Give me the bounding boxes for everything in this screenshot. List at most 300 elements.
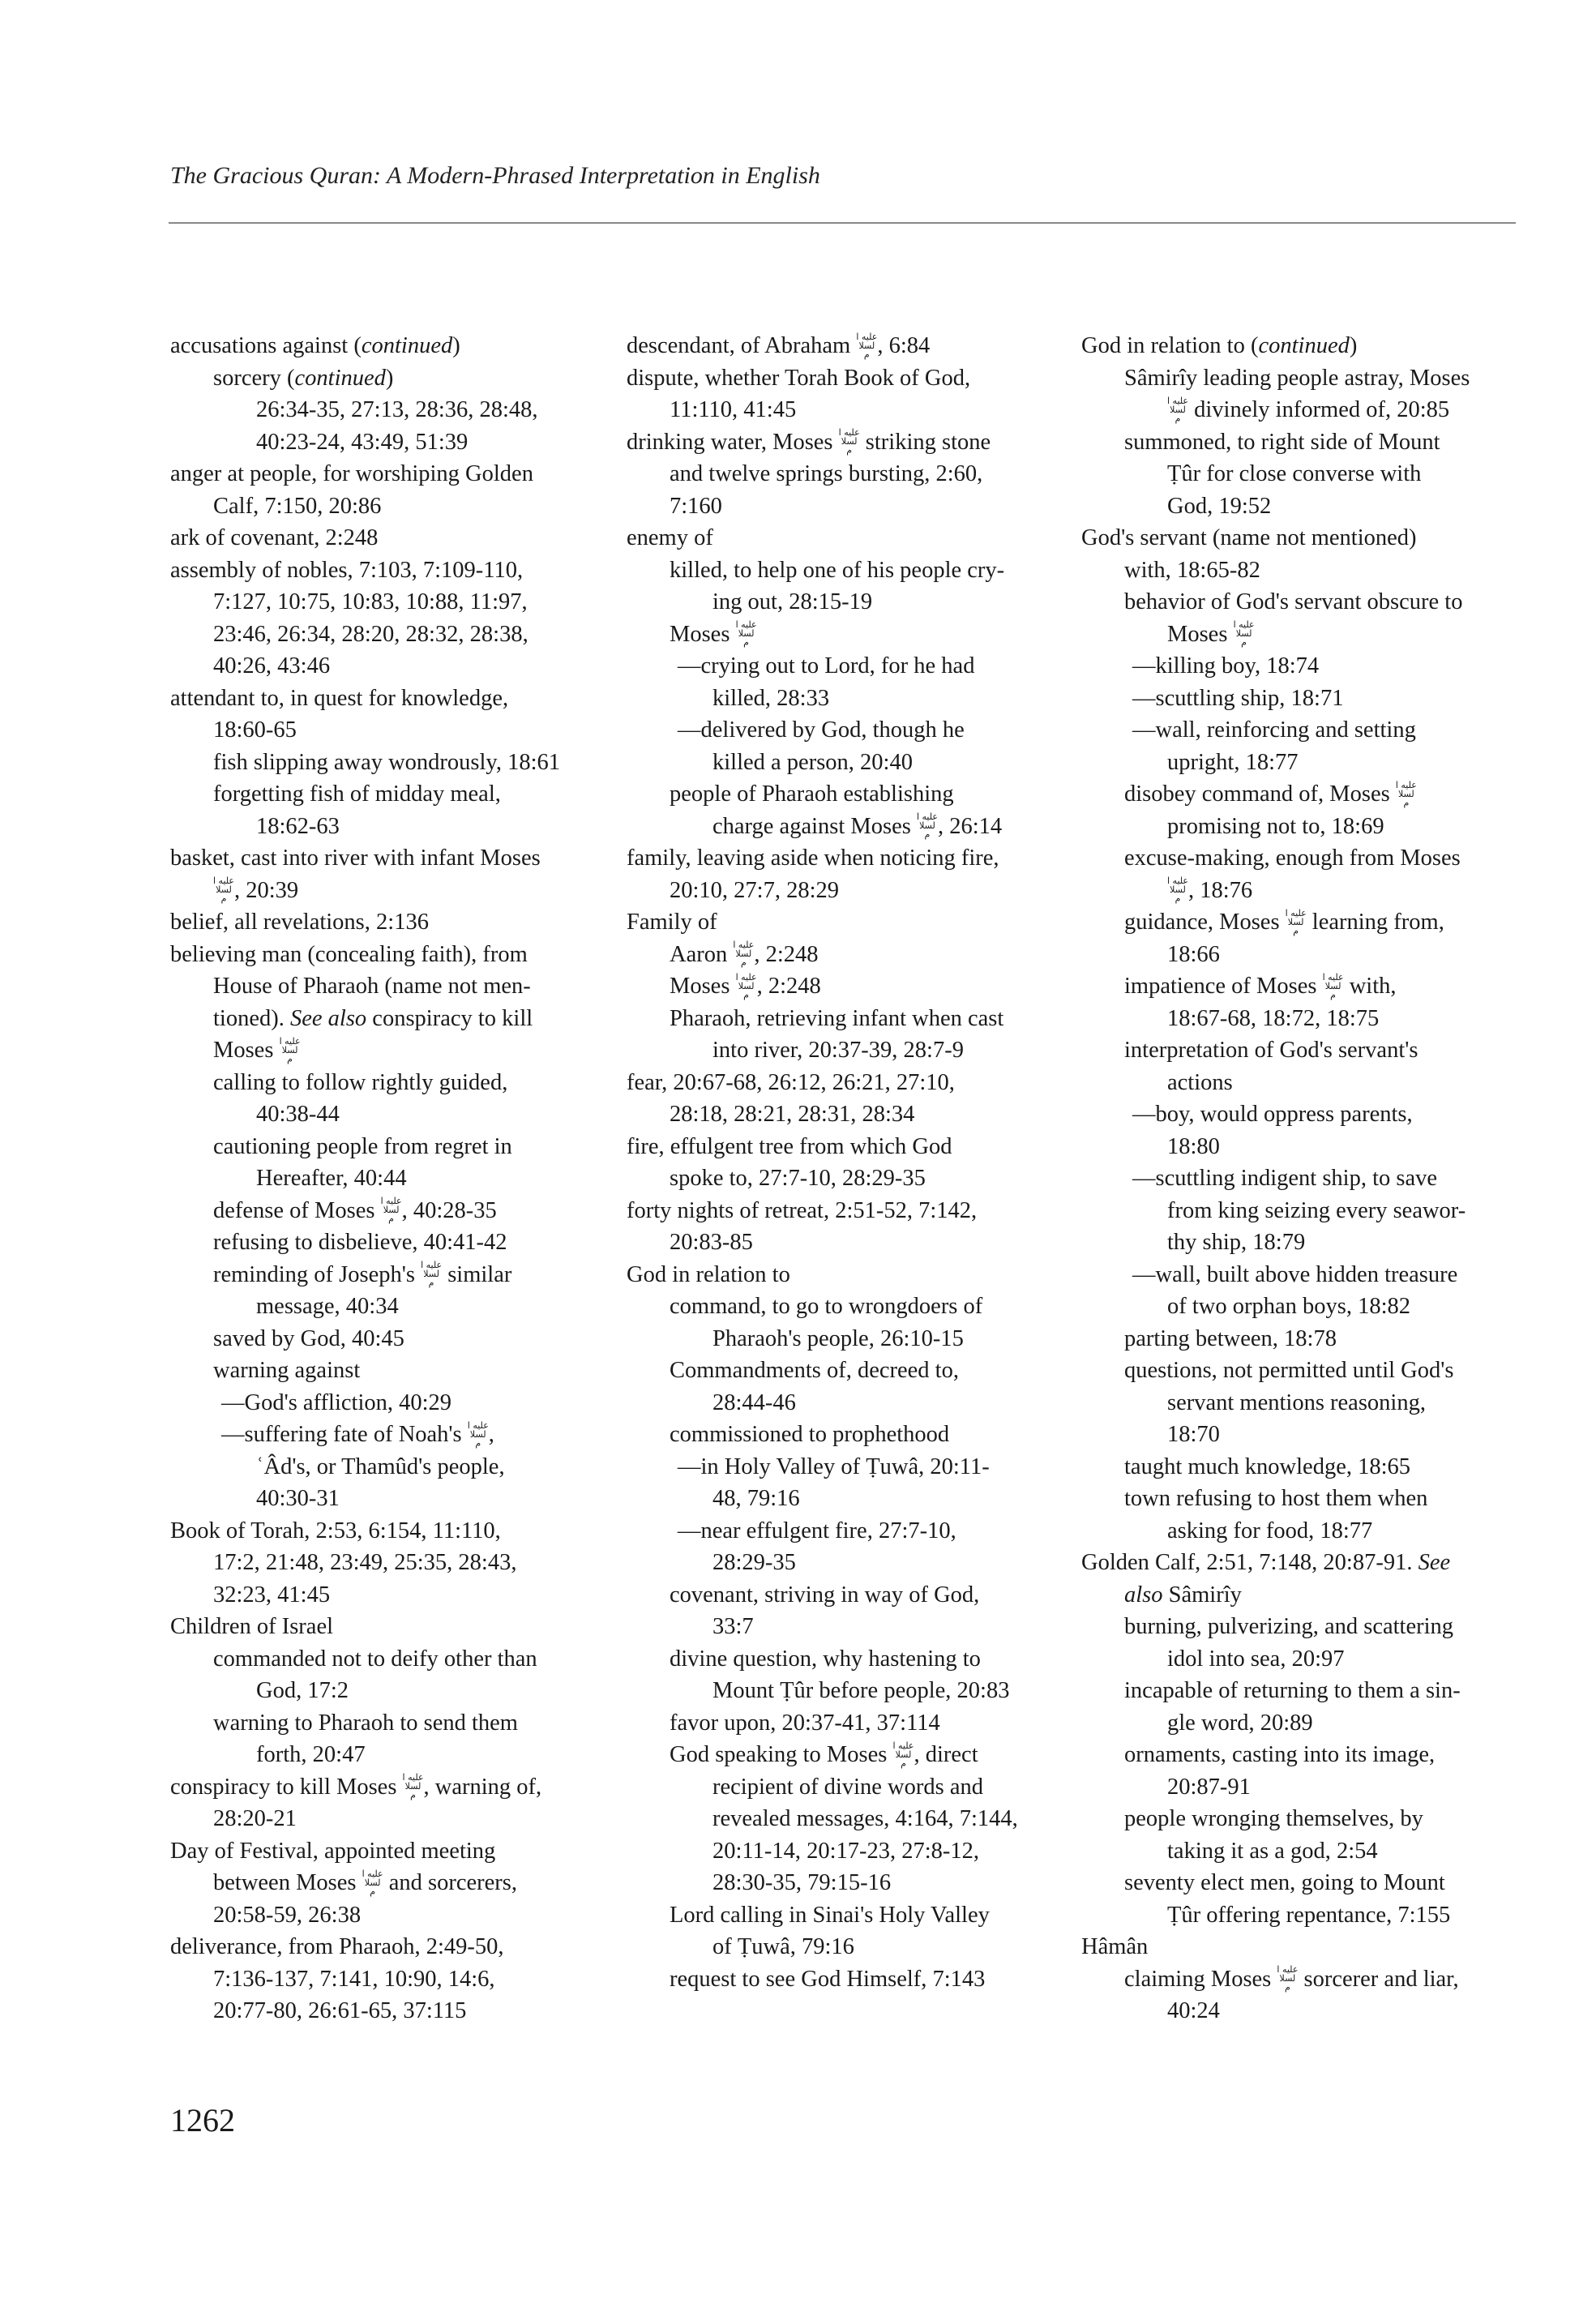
peace-be-upon-him-honorific-icon: عليه السلام: [916, 811, 938, 841]
entry-text: , 6:84: [877, 333, 931, 358]
entry-text: fire, effulgent tree from which God: [627, 1133, 952, 1159]
index-entry: [170, 554, 657, 587]
peace-be-upon-him-honorific-icon: عليه السلام: [380, 1196, 402, 1225]
index-subentry: [1081, 426, 1568, 459]
entry-text: tioned).: [213, 1005, 290, 1031]
index-entry: [627, 1195, 1113, 1227]
entry-text: 18:60-65: [213, 717, 297, 743]
index-entry: [627, 906, 1113, 939]
entry-text: upright, 18:77: [1167, 749, 1299, 775]
index-subentry: [1081, 1611, 1568, 1643]
index-entry: [627, 522, 1113, 554]
entry-text: Aaron: [670, 941, 734, 967]
index-subentry: [170, 1963, 657, 1996]
entry-text: attendant to, in quest for knowledge,: [170, 685, 509, 711]
entry-text: 32:23, 41:45: [213, 1582, 331, 1608]
index-subentry: [1081, 1003, 1568, 1035]
entry-text: 40:24: [1167, 1998, 1220, 2023]
entry-text: command, to go to wrongdoers of: [670, 1294, 983, 1319]
entry-text: of Ṭuwâ, 79:16: [712, 1934, 854, 1959]
entry-text: with, 18:65-82: [1124, 557, 1260, 583]
entry-text: Pharaoh, retrieving infant when cast: [670, 1005, 1004, 1031]
index-column-left: [170, 330, 657, 2027]
index-subentry: [1081, 650, 1568, 683]
entry-text: divinely informed of, 20:85: [1188, 397, 1450, 422]
entry-text: descendant, of Abraham: [627, 333, 857, 358]
index-subentry: [1081, 1451, 1568, 1483]
entry-italic-text: also: [1124, 1582, 1163, 1608]
entry-italic-text: See: [1418, 1550, 1451, 1575]
index-subentry: [170, 1803, 657, 1835]
index-subentry: [170, 490, 657, 523]
entry-text: similar: [442, 1261, 512, 1287]
index-subentry: [627, 650, 1113, 683]
entry-text: Sâmirîy: [1162, 1582, 1242, 1608]
index-entry: [627, 1131, 1113, 1163]
entry-text: accusations against (: [170, 333, 362, 358]
entry-text: 28:29-35: [712, 1550, 796, 1575]
index-subentry: [170, 619, 657, 651]
index-subentry: [170, 1355, 657, 1387]
entry-text: Calf, 7:150, 20:86: [213, 493, 382, 519]
entry-text: guidance, Moses: [1124, 910, 1286, 935]
peace-be-upon-him-honorific-icon: عليه السلام: [735, 971, 757, 1000]
entry-text: God, 19:52: [1167, 493, 1272, 519]
entry-text: sorcerer and liar,: [1298, 1966, 1459, 1992]
index-subentry: [1081, 939, 1568, 971]
entry-text: 20:77-80, 26:61-65, 37:115: [213, 1998, 467, 2023]
index-subentry: [1081, 1899, 1568, 1932]
entry-text: fish slipping away wondrously, 18:61: [213, 749, 561, 775]
index-subentry: [170, 426, 657, 459]
index-subentry: [627, 1707, 1113, 1740]
entry-text: —in Holy Valley of Ṭuwâ, 20:11-: [678, 1453, 990, 1479]
entry-text: —suffering fate of Noah's: [221, 1422, 468, 1447]
index-subentry: [1081, 1995, 1568, 2027]
entry-text: Family of: [627, 910, 717, 935]
entry-text: gle word, 20:89: [1167, 1710, 1313, 1736]
index-subentry: [627, 1931, 1113, 1963]
index-entry: [170, 522, 657, 554]
entry-text: Moses: [1167, 621, 1234, 647]
index-subentry: [1081, 458, 1568, 490]
entry-text: , direct: [914, 1742, 978, 1767]
entry-text: town refusing to host them when: [1124, 1486, 1428, 1511]
running-head-title: The Gracious Quran: A Modern-Phrased Interpretation in English: [170, 162, 820, 189]
entry-text: 20:87-91: [1167, 1774, 1251, 1800]
entry-text: ornaments, casting into its image,: [1124, 1742, 1436, 1767]
entry-text: warning against: [213, 1358, 361, 1383]
index-subentry: [170, 1451, 657, 1483]
entry-text: God in relation to: [627, 1261, 790, 1287]
index-subentry: [1081, 1098, 1568, 1131]
index-subentry: [170, 586, 657, 619]
entry-text: forty nights of retreat, 2:51-52, 7:142,: [627, 1197, 978, 1223]
index-subentry: [627, 970, 1113, 1003]
index-subentry: [627, 1291, 1113, 1323]
index-entry: [627, 1067, 1113, 1099]
index-subentry: [1081, 683, 1568, 715]
entry-text: ing out, 28:15-19: [712, 589, 873, 614]
entry-text: , 40:28-35: [401, 1197, 497, 1223]
entry-text: between Moses: [213, 1870, 362, 1895]
index-subentry: [1081, 362, 1568, 395]
index-subentry: [627, 619, 1113, 651]
entry-text: anger at people, for worshiping Golden: [170, 461, 533, 486]
entry-text: Day of Festival, appointed meeting: [170, 1838, 496, 1864]
entry-text: divine question, why hastening to: [670, 1646, 981, 1672]
entry-text: —wall, built above hidden treasure: [1132, 1261, 1458, 1287]
index-entry: [1081, 522, 1568, 554]
entry-text: interpretation of God's servant's: [1124, 1038, 1418, 1063]
index-subentry: [627, 1451, 1113, 1483]
index-subentry: [1081, 1259, 1568, 1291]
entry-text: killed, 28:33: [712, 685, 830, 711]
peace-be-upon-him-honorific-icon: عليه السلام: [892, 1740, 914, 1769]
index-subentry: [1081, 554, 1568, 587]
entry-text: God's servant (name not mentioned): [1081, 525, 1417, 550]
index-subentry: [1081, 1963, 1568, 1996]
index-subentry: [1081, 1739, 1568, 1771]
entry-text: questions, not permitted until God's: [1124, 1358, 1454, 1383]
entry-text: favor upon, 20:37-41, 37:114: [670, 1710, 940, 1736]
entry-text: , warning of,: [423, 1774, 542, 1800]
entry-text: killed, to help one of his people cry-: [670, 557, 1005, 583]
entry-text: 18:80: [1167, 1133, 1220, 1159]
peace-be-upon-him-honorific-icon: عليه السلام: [402, 1772, 424, 1801]
entry-text: deliverance, from Pharaoh, 2:49-50,: [170, 1934, 504, 1959]
index-subentry: [627, 1098, 1113, 1131]
entry-text: 40:30-31: [256, 1486, 340, 1511]
index-entry: [170, 939, 657, 971]
index-subentry: [170, 1579, 657, 1612]
index-subentry: [1081, 490, 1568, 523]
entry-text: Ṭûr for close converse with: [1167, 461, 1422, 486]
index-subentry: [1081, 1707, 1568, 1740]
index-subentry: [170, 1707, 657, 1740]
entry-text: forth, 20:47: [256, 1742, 366, 1767]
index-subentry: [170, 1131, 657, 1163]
entry-text: 18:62-63: [256, 813, 340, 839]
index-subentry: [1081, 619, 1568, 651]
entry-text: 40:23-24, 43:49, 51:39: [256, 429, 469, 455]
entry-text: conspiracy to kill: [366, 1005, 533, 1031]
entry-text: ): [1349, 333, 1358, 358]
index-subentry: [1081, 906, 1568, 939]
index-subentry: [1081, 778, 1568, 811]
index-entry: [170, 330, 657, 362]
peace-be-upon-him-honorific-icon: عليه السلام: [1277, 1964, 1299, 1993]
index-subentry: [1081, 394, 1568, 426]
entry-text: Moses: [670, 974, 736, 999]
entry-text: revealed messages, 4:164, 7:144,: [712, 1806, 1018, 1831]
entry-text: belief, all revelations, 2:136: [170, 910, 429, 935]
entry-text: covenant, striving in way of God,: [670, 1582, 980, 1608]
entry-text: 11:110, 41:45: [670, 397, 797, 422]
entry-text: forgetting fish of midday meal,: [213, 781, 501, 807]
index-entry: [627, 362, 1113, 395]
index-entry: [627, 842, 1113, 875]
index-subentry: [170, 1227, 657, 1259]
entry-text: charge against Moses: [712, 813, 917, 839]
entry-text: God in relation to (: [1081, 333, 1259, 358]
index-subentry: [627, 778, 1113, 811]
peace-be-upon-him-honorific-icon: عليه السلام: [467, 1419, 489, 1449]
index-subentry: [1081, 1034, 1568, 1067]
entry-text: —wall, reinforcing and setting: [1132, 717, 1416, 743]
entry-text: believing man (concealing faith), from: [170, 941, 528, 967]
peace-be-upon-him-honorific-icon: عليه السلام: [421, 1260, 443, 1289]
index-subentry: [1081, 1675, 1568, 1707]
entry-text: taught much knowledge, 18:65: [1124, 1453, 1411, 1479]
entry-text: commissioned to prophethood: [670, 1422, 950, 1447]
entry-text: , 18:76: [1188, 877, 1253, 903]
index-subentry: [170, 1003, 657, 1035]
entry-text: 28:18, 28:21, 28:31, 28:34: [670, 1102, 915, 1127]
entry-text: , 20:39: [234, 877, 299, 903]
entry-text: thy ship, 18:79: [1167, 1230, 1306, 1255]
index-subentry: [170, 1899, 657, 1932]
index-entry: [170, 906, 657, 939]
entry-text: Lord calling in Sinai's Holy Valley: [670, 1902, 990, 1928]
entry-text: striking stone: [859, 429, 991, 455]
entry-text: —boy, would oppress parents,: [1132, 1102, 1413, 1127]
peace-be-upon-him-honorific-icon: عليه السلام: [213, 876, 234, 905]
peace-be-upon-him-honorific-icon: عليه السلام: [733, 940, 755, 969]
entry-text: —killing boy, 18:74: [1132, 653, 1320, 679]
entry-text: burning, pulverizing, and scattering: [1124, 1614, 1454, 1639]
index-entry: [170, 1931, 657, 1963]
peace-be-upon-him-honorific-icon: عليه السلام: [1167, 876, 1188, 905]
index-entry: [627, 1259, 1113, 1291]
index-entry: [170, 1835, 657, 1868]
entry-text: 26:34-35, 27:13, 28:36, 28:48,: [256, 397, 538, 422]
index-subentry: [627, 1515, 1113, 1548]
entry-text: —crying out to Lord, for he had: [678, 653, 975, 679]
index-subentry: [170, 1675, 657, 1707]
peace-be-upon-him-honorific-icon: عليه السلام: [1322, 971, 1344, 1000]
index-subentry: [170, 650, 657, 683]
entry-text: claiming Moses: [1124, 1966, 1277, 1992]
index-column-middle: [627, 330, 1113, 1995]
peace-be-upon-him-honorific-icon: عليه السلام: [735, 619, 757, 649]
index-subentry: [1081, 1355, 1568, 1387]
page-number: 1262: [170, 2102, 235, 2138]
entry-text: promising not to, 18:69: [1167, 813, 1384, 839]
index-subentry: [170, 1387, 657, 1419]
index-subentry: [627, 1611, 1113, 1643]
entry-italic-text: continued: [361, 333, 453, 358]
entry-text: conspiracy to kill Moses: [170, 1774, 403, 1800]
header-rule: [169, 222, 1516, 224]
index-subentry: [170, 1483, 657, 1515]
index-subentry: [627, 714, 1113, 747]
entry-text: Children of Israel: [170, 1614, 334, 1639]
entry-text: enemy of: [627, 525, 713, 550]
entry-text: Commandments of, decreed to,: [670, 1358, 959, 1383]
entry-text: ʿÂd's, or Thamûd's people,: [256, 1453, 505, 1479]
entry-text: spoke to, 27:7-10, 28:29-35: [670, 1166, 926, 1191]
entry-text: disobey command of, Moses: [1124, 781, 1396, 807]
peace-be-upon-him-honorific-icon: عليه السلام: [1233, 619, 1255, 649]
entry-text: sorcery (: [213, 365, 295, 391]
index-subentry: [1081, 1835, 1568, 1868]
entry-text: 28:30-35, 79:15-16: [712, 1870, 892, 1895]
peace-be-upon-him-honorific-icon: عليه السلام: [838, 427, 860, 456]
entry-text: Hereafter, 40:44: [256, 1166, 407, 1191]
index-subentry: [627, 490, 1113, 523]
entry-text: 17:2, 21:48, 23:49, 25:35, 28:43,: [213, 1550, 517, 1575]
index-subentry: [627, 1835, 1113, 1868]
entry-text: Hâmân: [1081, 1934, 1149, 1959]
entry-text: ,: [488, 1422, 494, 1447]
entry-text: saved by God, 40:45: [213, 1325, 404, 1351]
entry-text: Ṭûr offering repentance, 7:155: [1167, 1902, 1451, 1928]
entry-text: Moses: [213, 1038, 280, 1063]
index-subentry: [627, 747, 1113, 779]
index-subentry: [627, 1675, 1113, 1707]
index-subentry: [627, 458, 1113, 490]
index-entry: [170, 458, 657, 490]
entry-text: 7:127, 10:75, 10:83, 10:88, 11:97,: [213, 589, 528, 614]
index-subentry: [1081, 1643, 1568, 1676]
index-subentry: [627, 1419, 1113, 1451]
entry-text: House of Pharaoh (name not men-: [213, 974, 531, 999]
index-subentry: [1081, 811, 1568, 843]
entry-text: people wronging themselves, by: [1124, 1806, 1423, 1831]
index-subentry: [170, 1195, 657, 1227]
index-subentry: [170, 1547, 657, 1579]
index-column-right: [1081, 330, 1568, 2027]
entry-text: Golden Calf, 2:51, 7:148, 20:87-91.: [1081, 1550, 1418, 1575]
index-subentry: [627, 1034, 1113, 1067]
index-subentry: [1081, 1579, 1568, 1612]
entry-italic-text: continued: [1258, 333, 1350, 358]
entry-text: —delivered by God, though he: [678, 717, 965, 743]
entry-text: assembly of nobles, 7:103, 7:109-110,: [170, 557, 524, 583]
index-subentry: [170, 362, 657, 395]
entry-text: fear, 20:67-68, 26:12, 26:21, 27:10,: [627, 1069, 955, 1095]
index-subentry: [627, 1162, 1113, 1195]
index-subentry: [170, 1034, 657, 1067]
index-subentry: [627, 586, 1113, 619]
index-subentry: [627, 1579, 1113, 1612]
entry-text: Mount Ṭûr before people, 20:83: [712, 1678, 1010, 1703]
index-subentry: [170, 1739, 657, 1771]
index-subentry: [627, 554, 1113, 587]
peace-be-upon-him-honorific-icon: عليه السلام: [279, 1035, 301, 1064]
index-subentry: [1081, 1067, 1568, 1099]
index-subentry: [627, 1803, 1113, 1835]
entry-text: defense of Moses: [213, 1197, 381, 1223]
entry-text: seventy elect men, going to Mount: [1124, 1870, 1445, 1895]
entry-text: 28:20-21: [213, 1806, 297, 1831]
index-subentry: [627, 1739, 1113, 1771]
entry-text: warning to Pharaoh to send them: [213, 1710, 518, 1736]
index-subentry: [627, 1867, 1113, 1899]
peace-be-upon-him-honorific-icon: عليه السلام: [362, 1868, 383, 1897]
index-subentry: [170, 1995, 657, 2027]
index-subentry: [627, 1323, 1113, 1355]
index-subentry: [170, 714, 657, 747]
entry-text: God, 17:2: [256, 1678, 349, 1703]
index-subentry: [1081, 1803, 1568, 1835]
index-subentry: [1081, 1131, 1568, 1163]
entry-text: taking it as a god, 2:54: [1167, 1838, 1378, 1864]
index-subentry: [627, 875, 1113, 907]
entry-text: summoned, to right side of Mount: [1124, 429, 1440, 455]
index-entry: [1081, 1931, 1568, 1963]
entry-text: 23:46, 26:34, 28:20, 28:32, 28:38,: [213, 621, 528, 647]
entry-text: incapable of returning to them a sin-: [1124, 1678, 1461, 1703]
entry-text: —near effulgent fire, 27:7-10,: [678, 1518, 956, 1543]
index-subentry: [170, 1162, 657, 1195]
entry-text: excuse-making, enough from Moses: [1124, 846, 1461, 871]
index-subentry: [170, 1098, 657, 1131]
index-entry: [170, 1515, 657, 1548]
entry-text: actions: [1167, 1069, 1233, 1095]
index-subentry: [1081, 1419, 1568, 1451]
entry-text: 7:136-137, 7:141, 10:90, 14:6,: [213, 1966, 495, 1992]
entry-text: into river, 20:37-39, 28:7-9: [712, 1038, 964, 1063]
entry-text: and twelve springs bursting, 2:60,: [670, 461, 983, 486]
entry-text: from king seizing every seawor-: [1167, 1197, 1466, 1223]
index-subentry: [1081, 1771, 1568, 1804]
entry-text: drinking water, Moses: [627, 429, 839, 455]
index-subentry: [1081, 875, 1568, 907]
index-subentry: [170, 811, 657, 843]
entry-text: 7:160: [670, 493, 722, 519]
entry-text: cautioning people from regret in: [213, 1133, 512, 1159]
entry-text: with,: [1343, 974, 1397, 999]
entry-text: 33:7: [712, 1614, 754, 1639]
index-subentry: [627, 683, 1113, 715]
index-subentry: [170, 778, 657, 811]
index-subentry: [170, 1291, 657, 1323]
index-subentry: [1081, 970, 1568, 1003]
entry-text: ): [385, 365, 394, 391]
entry-text: reminding of Joseph's: [213, 1261, 421, 1287]
index-subentry: [1081, 842, 1568, 875]
entry-text: 20:10, 27:7, 28:29: [670, 877, 840, 903]
index-subentry: [1081, 1387, 1568, 1419]
entry-text: parting between, 18:78: [1124, 1325, 1337, 1351]
entry-text: —God's affliction, 40:29: [221, 1389, 452, 1415]
index-subentry: [170, 1323, 657, 1355]
index-subentry: [170, 394, 657, 426]
index-entry: [170, 683, 657, 715]
entry-text: 20:58-59, 26:38: [213, 1902, 362, 1928]
entry-text: , 2:248: [756, 974, 821, 999]
entry-text: Sâmirîy leading people astray, Moses: [1124, 365, 1470, 391]
entry-text: servant mentions reasoning,: [1167, 1389, 1426, 1415]
entry-text: —scuttling indigent ship, to save: [1132, 1166, 1438, 1191]
index-subentry: [1081, 1162, 1568, 1195]
entry-text: Pharaoh's people, 26:10-15: [712, 1325, 964, 1351]
entry-text: —scuttling ship, 18:71: [1132, 685, 1344, 711]
index-subentry: [627, 1547, 1113, 1579]
index-subentry: [1081, 1227, 1568, 1259]
entry-text: killed a person, 20:40: [712, 749, 913, 775]
index-subentry: [1081, 1195, 1568, 1227]
entry-text: 40:38-44: [256, 1102, 340, 1127]
index-subentry: [1081, 1867, 1568, 1899]
index-subentry: [627, 1355, 1113, 1387]
index-subentry: [170, 1867, 657, 1899]
entry-text: behavior of God's servant obscure to: [1124, 589, 1463, 614]
index-subentry: [170, 747, 657, 779]
entry-text: 18:67-68, 18:72, 18:75: [1167, 1005, 1380, 1031]
